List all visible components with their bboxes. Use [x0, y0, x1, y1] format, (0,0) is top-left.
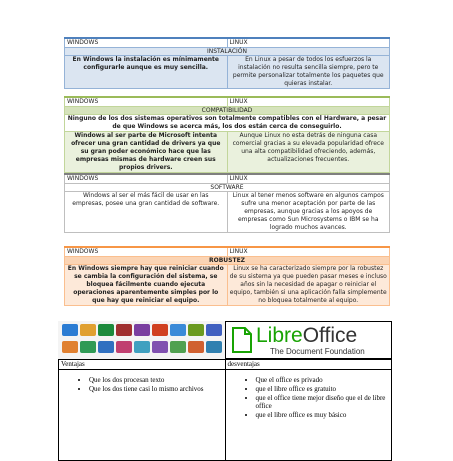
libreoffice-subtitle: The Document Foundation	[270, 347, 365, 356]
advantages-table	[58, 359, 392, 461]
infopath-icon	[206, 324, 222, 336]
project-icon	[170, 341, 186, 353]
list-item: • Que los dos tiene casi lo mismo archivos	[89, 385, 223, 393]
libreoffice-name: LibreOffice	[256, 324, 358, 347]
desventajas-list	[228, 376, 390, 419]
windows-cell: Windows al ser el más fácil de usar en las empresas, posee una gran cantidad de software.	[65, 192, 228, 233]
office-icons-image	[58, 321, 225, 359]
col-ventajas: Ventajas	[59, 360, 226, 370]
col-linux: LINUX	[227, 174, 390, 184]
excel-icon-2	[80, 341, 96, 353]
access-icon-2	[116, 341, 132, 353]
excel-icon	[98, 324, 114, 336]
libreoffice-document-icon	[232, 327, 252, 353]
outlook-icon	[170, 324, 186, 336]
onenote-icon	[134, 324, 150, 336]
visio-icon	[188, 341, 204, 353]
col-windows: WINDOWS	[65, 247, 228, 257]
linux-cell: Aunque Linux no esta detrás de ninguna casa comercial gracias a su elevada popularidad ofrece una alta compatibilidad ofreciendo, además, actualizaciones frecuentes.	[227, 132, 390, 173]
ventajas-list	[61, 376, 223, 393]
windows-cell: En Windows la instalación es mínimamente configurarle aunque es muy sencilla.	[65, 56, 228, 89]
col-desventajas: desventajas	[225, 360, 392, 370]
col-linux: LINUX	[227, 97, 390, 107]
access-icon	[116, 324, 132, 336]
office-icon	[152, 324, 168, 336]
linux-cell: Linux al tener menos software en algunos campos sufre una menor aceptación por parte de las empresas, aunque gracias a los apoyos de empresas como Sun Microsystems o IBM se ha logrado muchos avances.	[227, 192, 390, 233]
powerpoint-icon-2	[62, 341, 78, 353]
linux-cell: En Linux a pesar de todos los esfuerzos la instalación no resulta sencilla siempre, pero te permite personalizar totalmente los paquetes que quieras instalar.	[227, 56, 390, 89]
onenote-icon-2	[152, 341, 168, 353]
list-item: • Que el office es privado	[256, 376, 390, 384]
ventajas-cell	[59, 370, 226, 461]
section-title: SOFTWARE	[65, 184, 390, 192]
installation-table	[64, 37, 390, 89]
col-windows: WINDOWS	[65, 97, 228, 107]
section-title: COMPATIBILIDAD	[65, 107, 390, 115]
list-item: • que el libre office es gratuito	[256, 385, 390, 393]
powerpoint-icon	[80, 324, 96, 336]
col-windows: WINDOWS	[65, 174, 228, 184]
sharepoint-icon	[206, 341, 222, 353]
compatibility-table	[64, 96, 390, 173]
robustness-table	[64, 246, 390, 306]
list-item: • Que los dos procesan texto	[89, 376, 223, 384]
software-table	[64, 173, 390, 233]
publisher-icon	[188, 324, 204, 336]
list-item: • que el office tiene mejor diseño que el de libre office	[256, 394, 390, 410]
word-icon	[62, 324, 78, 336]
section-title: INSTALACIÓN	[65, 48, 390, 56]
col-linux: LINUX	[227, 38, 390, 48]
word-icon-2	[98, 341, 114, 353]
windows-cell: Windows al ser parte de Microsoft intenta ofrecer una gran cantidad de drivers ya que su gran poder económico hace que las empresas mismas de hardware creen sus propios drivers.	[65, 132, 228, 173]
section-title: ROBUSTEZ	[65, 257, 390, 265]
col-windows: WINDOWS	[65, 38, 228, 48]
common-cell: Ninguno de los dos sistemas operativos son totalmente compatibles con el Hardware, a pesar de que Windows se acerca más, los dos están cerca de conseguirlo.	[65, 115, 390, 132]
office-comparison	[58, 321, 392, 453]
communicator-icon	[134, 341, 150, 353]
windows-cell: En Windows siempre hay que reiniciar cuando se cambia la configuración del sistema, se bloquea fácilmente cuando ejecuta operaciones aparentemente simples por lo que hay que reiniciar el equipo.	[65, 265, 228, 306]
libreoffice-logo	[225, 321, 392, 359]
desventajas-cell	[225, 370, 392, 461]
list-item: • que el libre office es muy básico	[256, 411, 390, 419]
col-linux: LINUX	[227, 247, 390, 257]
linux-cell: Linux se ha caracterizado siempre por la robustez de su sistema ya que pueden pasar meses e incluso años sin la necesidad de apagar o reiniciar el equipo, también si una aplicación falla simplemente no bloquea totalmente al equipo.	[227, 265, 390, 306]
